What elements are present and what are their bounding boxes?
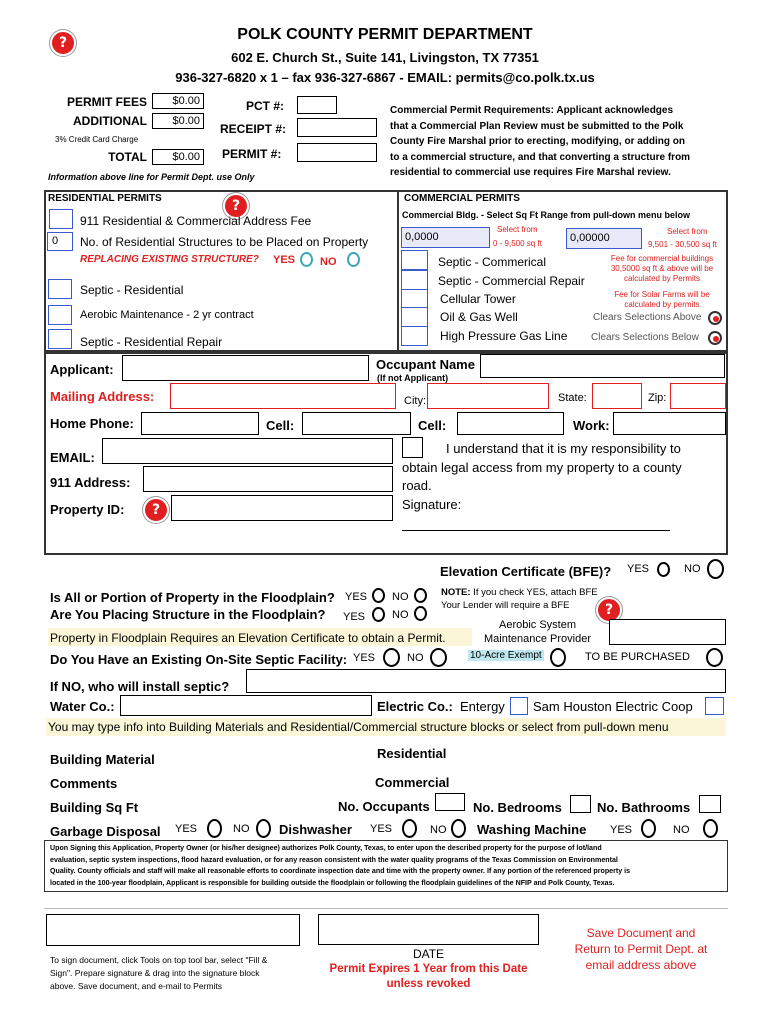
- clear-below-label: Clears Selections Below: [591, 332, 699, 343]
- mailing-field[interactable]: [170, 383, 396, 409]
- floodplain-requirement: Property in Floodplain Requires an Elevation Certificate to obtain a Permit.: [50, 631, 446, 645]
- clear-above-label: Clears Selections Above: [593, 312, 702, 323]
- cell-field-1[interactable]: [302, 412, 411, 435]
- septic-repair-label: Septic - Residential Repair: [80, 335, 223, 349]
- bathrooms-field[interactable]: [699, 795, 721, 813]
- city-field[interactable]: [427, 383, 549, 409]
- page-title: POLK COUNTY PERMIT DEPARTMENT: [237, 26, 533, 43]
- floodplain-q2-yes-label: YES: [343, 611, 366, 623]
- signature-box[interactable]: [46, 914, 300, 946]
- elevation-yes-label: YES: [627, 563, 650, 575]
- additional-field[interactable]: $0.00: [152, 113, 204, 129]
- bedrooms-field[interactable]: [570, 795, 591, 813]
- aerobic-checkbox[interactable]: [48, 305, 72, 325]
- aerobic-provider-field[interactable]: [609, 619, 726, 645]
- building-sqft-label: Building Sq Ft: [50, 800, 139, 815]
- permit-fees-field[interactable]: $0.00: [152, 93, 204, 109]
- additional-label: ADDITIONAL: [73, 114, 147, 128]
- building-material-label: Building Material: [50, 752, 155, 767]
- zip-field[interactable]: [670, 383, 726, 409]
- footer-separator: [44, 908, 728, 909]
- commercial-label: Commercial: [375, 775, 450, 790]
- commercial-bldg-label: Commercial Bldg. - Select Sq Ft Range from pull-down menu below: [402, 210, 691, 220]
- bathrooms-label: No. Bathrooms: [597, 800, 691, 815]
- header-contact: 936-327-6820 x 1 – fax 936-327-6867 - EMAIL: permits@co.polk.tx.us: [175, 70, 595, 85]
- who-install-label: If NO, who will install septic?: [50, 679, 230, 694]
- septic-repair-checkbox[interactable]: [48, 329, 72, 349]
- pct-field[interactable]: [297, 96, 337, 114]
- pipeline-label: High Pressure Gas Line: [440, 329, 568, 343]
- entergy-checkbox[interactable]: [510, 697, 528, 715]
- garbage-label: Garbage Disposal: [50, 824, 161, 839]
- oil-gas-label: Oil & Gas Well: [440, 310, 518, 324]
- building-instructions: You may type info into Building Materials and Residential/Commercial structure blocks or select from pull-down menu: [48, 720, 669, 734]
- range-2-select[interactable]: 0,00000: [566, 228, 642, 249]
- help-icon[interactable]: ?: [50, 30, 76, 56]
- oil-gas-checkbox[interactable]: [401, 307, 428, 327]
- washing-no-label: NO: [673, 824, 690, 836]
- floodplain-q1-yes-radio[interactable]: [372, 588, 385, 603]
- washing-no-radio[interactable]: [703, 819, 718, 838]
- state-field[interactable]: [592, 383, 642, 409]
- home-phone-field[interactable]: [141, 412, 259, 435]
- fee-note-solar: Fee for Solar Farms will be calculated by permits: [614, 290, 710, 309]
- date-label: DATE: [412, 947, 445, 961]
- structures-label: No. of Residential Structures to be Placed on Property: [80, 235, 369, 249]
- residential-header: RESIDENTIAL PERMITS: [48, 193, 162, 204]
- commercial-header: COMMERCIAL PERMITS: [404, 193, 520, 204]
- to-be-purchased-label: TO BE PURCHASED: [585, 651, 690, 663]
- home-phone-label: Home Phone:: [50, 416, 134, 431]
- total-label: TOTAL: [108, 150, 147, 164]
- acre-exempt-radio[interactable]: [550, 648, 566, 667]
- washing-yes-radio[interactable]: [641, 819, 656, 838]
- elevation-no-radio[interactable]: [707, 559, 724, 579]
- who-install-field[interactable]: [246, 669, 726, 693]
- clear-above-button[interactable]: [708, 311, 722, 325]
- permit-fees-label: PERMIT FEES: [66, 95, 147, 109]
- aerobic-provider-label: Aerobic System Maintenance Provider: [484, 619, 592, 645]
- total-field[interactable]: $0.00: [152, 149, 204, 165]
- structures-count-field[interactable]: 0: [47, 232, 73, 251]
- dept-use-note: Information above line for Permit Dept. use Only: [48, 172, 255, 182]
- pct-label: PCT #:: [246, 99, 285, 113]
- floodplain-q2-no-label: NO: [392, 609, 409, 621]
- commercial-repair-label: Septic - Commercial Repair: [438, 274, 585, 288]
- occupants-field[interactable]: [435, 793, 465, 811]
- bedrooms-label: No. Bedrooms: [473, 800, 562, 815]
- commercial-requirements: Commercial Permit Requirements: Applicant acknowledges that a Commercial Plan Review must be submitted to the Polk County Fire Marshal prior to erecting, modifying, or adding on to a commercial structure, and that converting a structure from residential to commercial use requires Fire Marshal review.: [390, 105, 691, 178]
- dishwasher-label: Dishwasher: [279, 822, 352, 837]
- washing-label: Washing Machine: [477, 822, 587, 837]
- occupants-label: No. Occupants: [338, 799, 430, 814]
- email-field[interactable]: [102, 438, 393, 464]
- elevation-no-label: NO: [684, 563, 701, 575]
- expires-note: Permit Expires 1 Year from this Date unless revoked: [329, 963, 528, 990]
- to-be-purchased-radio[interactable]: [706, 648, 723, 667]
- range-2-label: 9,501 - 30,500 sq ft: [648, 240, 717, 249]
- commercial-repair-checkbox[interactable]: [401, 270, 428, 290]
- sam-houston-checkbox[interactable]: [705, 697, 724, 715]
- cell-tower-label: Cellular Tower: [440, 292, 516, 306]
- electric-label: Electric Co.:: [377, 699, 453, 714]
- occupant-field[interactable]: [480, 354, 725, 378]
- cell-field-2[interactable]: [457, 412, 564, 435]
- select-from-1: Select from: [497, 225, 538, 234]
- mailing-label: Mailing Address:: [50, 389, 155, 404]
- property-id-field[interactable]: [171, 495, 393, 521]
- cell-label-1: Cell:: [266, 418, 295, 433]
- dishwasher-no-label: NO: [430, 824, 447, 836]
- sam-houston-label: Sam Houston Electric Coop: [533, 699, 693, 714]
- credit-card-label: 3% Credit Card Charge: [55, 135, 139, 144]
- floodplain-q1-no-radio[interactable]: [414, 588, 427, 603]
- date-box[interactable]: [318, 914, 539, 945]
- garbage-yes-radio[interactable]: [207, 819, 222, 838]
- access-ack: I understand that it is my responsibility to obtain legal access from my property to a county road. Signature:: [402, 441, 682, 512]
- acre-exempt-label: 10-Acre Exempt: [470, 650, 542, 661]
- applicant-field[interactable]: [122, 355, 369, 381]
- replacing-label: REPLACING EXISTING STRUCTURE?: [80, 254, 259, 265]
- replacing-no-label: NO: [320, 256, 337, 268]
- clear-below-button[interactable]: [708, 331, 722, 345]
- water-field[interactable]: [120, 695, 372, 716]
- permits-divider: [397, 190, 399, 352]
- entergy-label: Entergy: [460, 699, 505, 714]
- bfe-help-icon[interactable]: ?: [596, 597, 622, 623]
- elevation-label: Elevation Certificate (BFE)?: [440, 564, 612, 579]
- septic-yes-radio[interactable]: [383, 648, 400, 667]
- applicant-label: Applicant:: [50, 362, 114, 377]
- replacing-yes-radio[interactable]: [300, 252, 313, 267]
- email-label: EMAIL:: [50, 450, 95, 465]
- septic-commercial-checkbox[interactable]: [401, 250, 428, 270]
- garbage-no-radio[interactable]: [256, 819, 271, 838]
- septic-yes-label: YES: [353, 652, 376, 664]
- cell-label-2: Cell:: [418, 418, 447, 433]
- city-label: City:: [404, 395, 426, 407]
- cell-tower-checkbox[interactable]: [401, 289, 428, 309]
- save-note: Save Document and Return to Permit Dept. at email address above: [574, 926, 708, 972]
- bfe-note: NOTE: If you check YES, attach BFE Your Lender will require a BFE: [441, 587, 598, 611]
- address-fee-checkbox[interactable]: [49, 209, 73, 229]
- fee-note-commercial: Fee for commercial buildings 30,5000 sq ft & above will be calculated by Permits: [610, 254, 714, 283]
- residential-help-icon[interactable]: ?: [223, 193, 249, 219]
- select-from-2: Select from: [667, 227, 708, 236]
- floodplain-q1-no-label: NO: [392, 591, 409, 603]
- washing-yes-label: YES: [610, 824, 633, 836]
- septic-commercial-label: Septic - Commerical: [438, 255, 547, 269]
- elevation-yes-radio[interactable]: [657, 562, 670, 577]
- floodplain-q1: Is All or Portion of Property in the Floodplain?: [50, 590, 335, 605]
- dishwasher-yes-radio[interactable]: [402, 819, 417, 838]
- permit-number-label: PERMIT #:: [222, 147, 282, 161]
- dishwasher-no-radio[interactable]: [451, 819, 466, 838]
- address-911-field[interactable]: [143, 466, 393, 492]
- septic-question: Do You Have an Existing On-Site Septic Facility:: [50, 652, 348, 667]
- range-1-label: 0 - 9,500 sq ft: [493, 239, 542, 248]
- header-address: 602 E. Church St., Suite 141, Livingston, TX 77351: [231, 50, 539, 65]
- comments-label: Comments: [50, 776, 118, 791]
- legal-text: Upon Signing this Application, Property Owner (or his/her designee) authorizes Polk County, Texas, to enter upon the described property for the purpose of lot/land evaluation, septic system inspections, flood hazard evaluation, or for any reason consistent with the water quality programs of the Texas Commission on Environmental Quality. County officials and staff will make all reasonable efforts to coordinate inspection date and time with the property owner. If any portion of the referenced property is located in the 100-year floodplain, Applicant is responsible for building outside the floodplain or following the floodplain guidelines of the NFIP and Polk County, Texas.: [50, 844, 631, 887]
- permit-number-field[interactable]: [297, 143, 377, 162]
- pipeline-checkbox[interactable]: [401, 326, 428, 346]
- septic-no-radio[interactable]: [430, 648, 447, 667]
- property-id-label: Property ID:: [50, 502, 125, 517]
- receipt-label: RECEIPT #:: [220, 122, 287, 136]
- residential-label: Residential: [377, 746, 447, 761]
- floodplain-q2-no-radio[interactable]: [414, 606, 427, 621]
- garbage-no-label: NO: [233, 823, 250, 835]
- receipt-field[interactable]: [297, 118, 377, 137]
- floodplain-q2: Are You Placing Structure in the Floodplain?: [50, 607, 326, 622]
- property-id-help-icon[interactable]: ?: [143, 497, 169, 523]
- dishwasher-yes-label: YES: [370, 823, 393, 835]
- range-1-select[interactable]: 0,0000: [401, 227, 490, 248]
- state-label: State:: [558, 392, 587, 404]
- zip-label: Zip:: [648, 392, 667, 404]
- sign-instructions: To sign document, click Tools on top tool bar, select "Fill & Sign". Prepare signature & drag into the signature block above. Save document, and e-mail to Permits: [50, 955, 268, 991]
- address-911-label: 911 Address:: [50, 475, 131, 490]
- septic-no-label: NO: [407, 652, 424, 664]
- work-label: Work:: [573, 418, 610, 433]
- septic-residential-checkbox[interactable]: [48, 279, 72, 299]
- work-field[interactable]: [613, 412, 726, 435]
- floodplain-q2-yes-radio[interactable]: [372, 607, 385, 622]
- replacing-no-radio[interactable]: [347, 252, 360, 267]
- garbage-yes-label: YES: [175, 823, 198, 835]
- replacing-yes-label: YES: [273, 254, 296, 266]
- address-fee-label: 911 Residential & Commercial Address Fee: [80, 214, 312, 228]
- signature-line[interactable]: [402, 530, 670, 531]
- occupant-sublabel: (If not Applicant): [377, 373, 449, 383]
- water-label: Water Co.:: [50, 699, 115, 714]
- occupant-label: Occupant Name: [376, 357, 475, 372]
- aerobic-label: Aerobic Maintenance - 2 yr contract: [80, 309, 254, 321]
- septic-residential-label: Septic - Residential: [80, 283, 184, 297]
- floodplain-q1-yes-label: YES: [345, 591, 368, 603]
